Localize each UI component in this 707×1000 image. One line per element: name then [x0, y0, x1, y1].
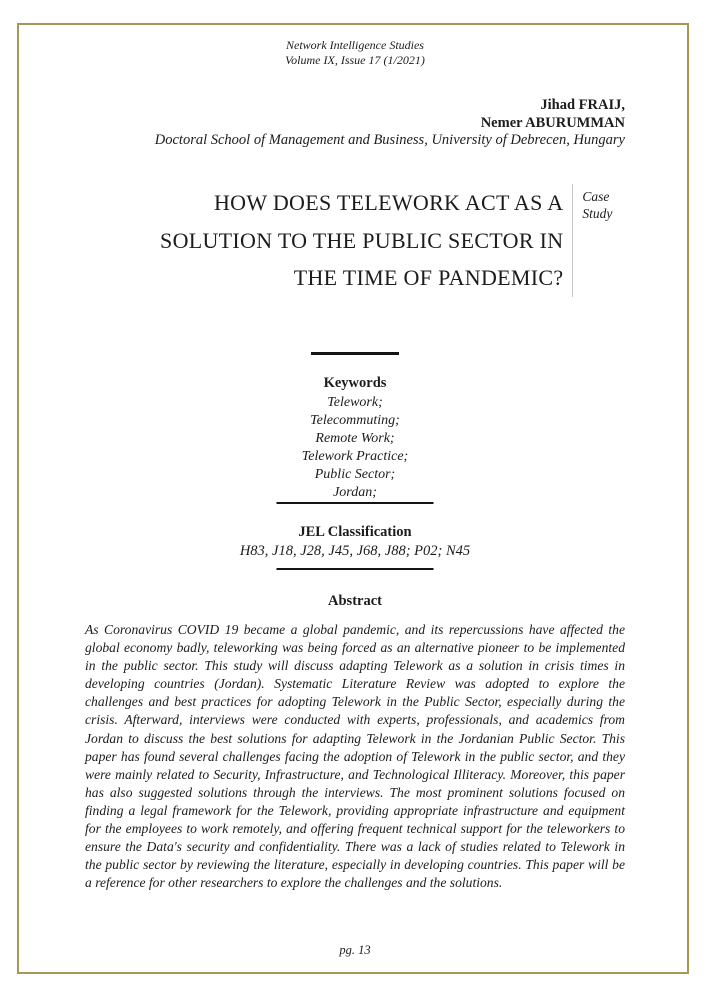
page-content — [85, 0, 625, 1000]
title-line: HOW DOES TELEWORK ACT AS A — [213, 190, 564, 215]
title-row — [85, 184, 625, 297]
journal-issue: Volume IX, Issue 17 (1/2021) — [285, 53, 425, 67]
jel-codes: H83, J18, J28, J45, J68, J88; P02; N45 — [239, 543, 471, 559]
keyword-item: Jordan; — [333, 485, 377, 500]
author-name: Nemer ABURUMMAN — [480, 114, 625, 131]
keywords-rule-bottom — [277, 502, 434, 504]
paper-title — [85, 184, 572, 297]
keyword-item: Telework Practice; — [301, 449, 409, 464]
keyword-item: Telecommuting; — [310, 413, 400, 428]
jel-heading: JEL Classification — [298, 524, 412, 540]
authors-affiliation: Doctoral School of Management and Business, University of Debrecen, Hungary — [154, 132, 625, 148]
journal-header — [85, 38, 625, 68]
page-number: pg. 13 — [339, 943, 371, 957]
keywords-heading: Keywords — [323, 375, 387, 391]
jel-rule — [277, 568, 434, 570]
keywords-list — [85, 394, 625, 502]
abstract-heading: Abstract — [328, 593, 382, 609]
keyword-item: Public Sector; — [314, 467, 396, 482]
authors-block — [85, 97, 625, 150]
case-study-label: Case Study — [582, 189, 613, 221]
keyword-item: Telework; — [327, 395, 383, 410]
title-line: SOLUTION TO THE PUBLIC SECTOR IN — [160, 227, 564, 253]
title-line: THE TIME OF PANDEMIC? — [293, 265, 564, 290]
keyword-item: Remote Work; — [315, 431, 395, 446]
journal-name: Network Intelligence Studies — [286, 38, 424, 52]
author-name: Jihad FRAIJ, — [540, 97, 625, 113]
abstract-text: As Coronavirus COVID 19 became a global pandemic, and its repercussions have affected the global economy badly, teleworking was being forced as an alternative pioneer to be implemented in the public sector. This study will discuss adapting Telework as a solution in crisis times in developing countries (Jordan). Systematic Literature Review was adopted to explore the challenges and best practices for adopting Telework in the Public Sector, especially during the crisis. Afterward, interviews were conducted with experts, professionals, and academics from Jordan to discuss the best solutions for adapting Telework in the Jordanian Public Sector. This paper has found several challenges facing the adoption of Telework in the public sector, and they were mainly related to Security, Infrastructure, and Technological Illiteracy. Moreover, this paper has also suggested solutions through the interviews. The most prominent solutions focused on finding a legal framework for the Telework, providing appropriate infrastructure and equipment for the employees to work remotely, and offering frequent technical support for the teleworkers to ensure the Data's security and confidentiality. There was a lack of studies related to Telework in the public sector by reviewing the literature, especially in developing countries. This paper will be a reference for other researchers to explore the challenges and the solutions. — [85, 622, 625, 891]
keywords-rule-top — [311, 352, 399, 355]
